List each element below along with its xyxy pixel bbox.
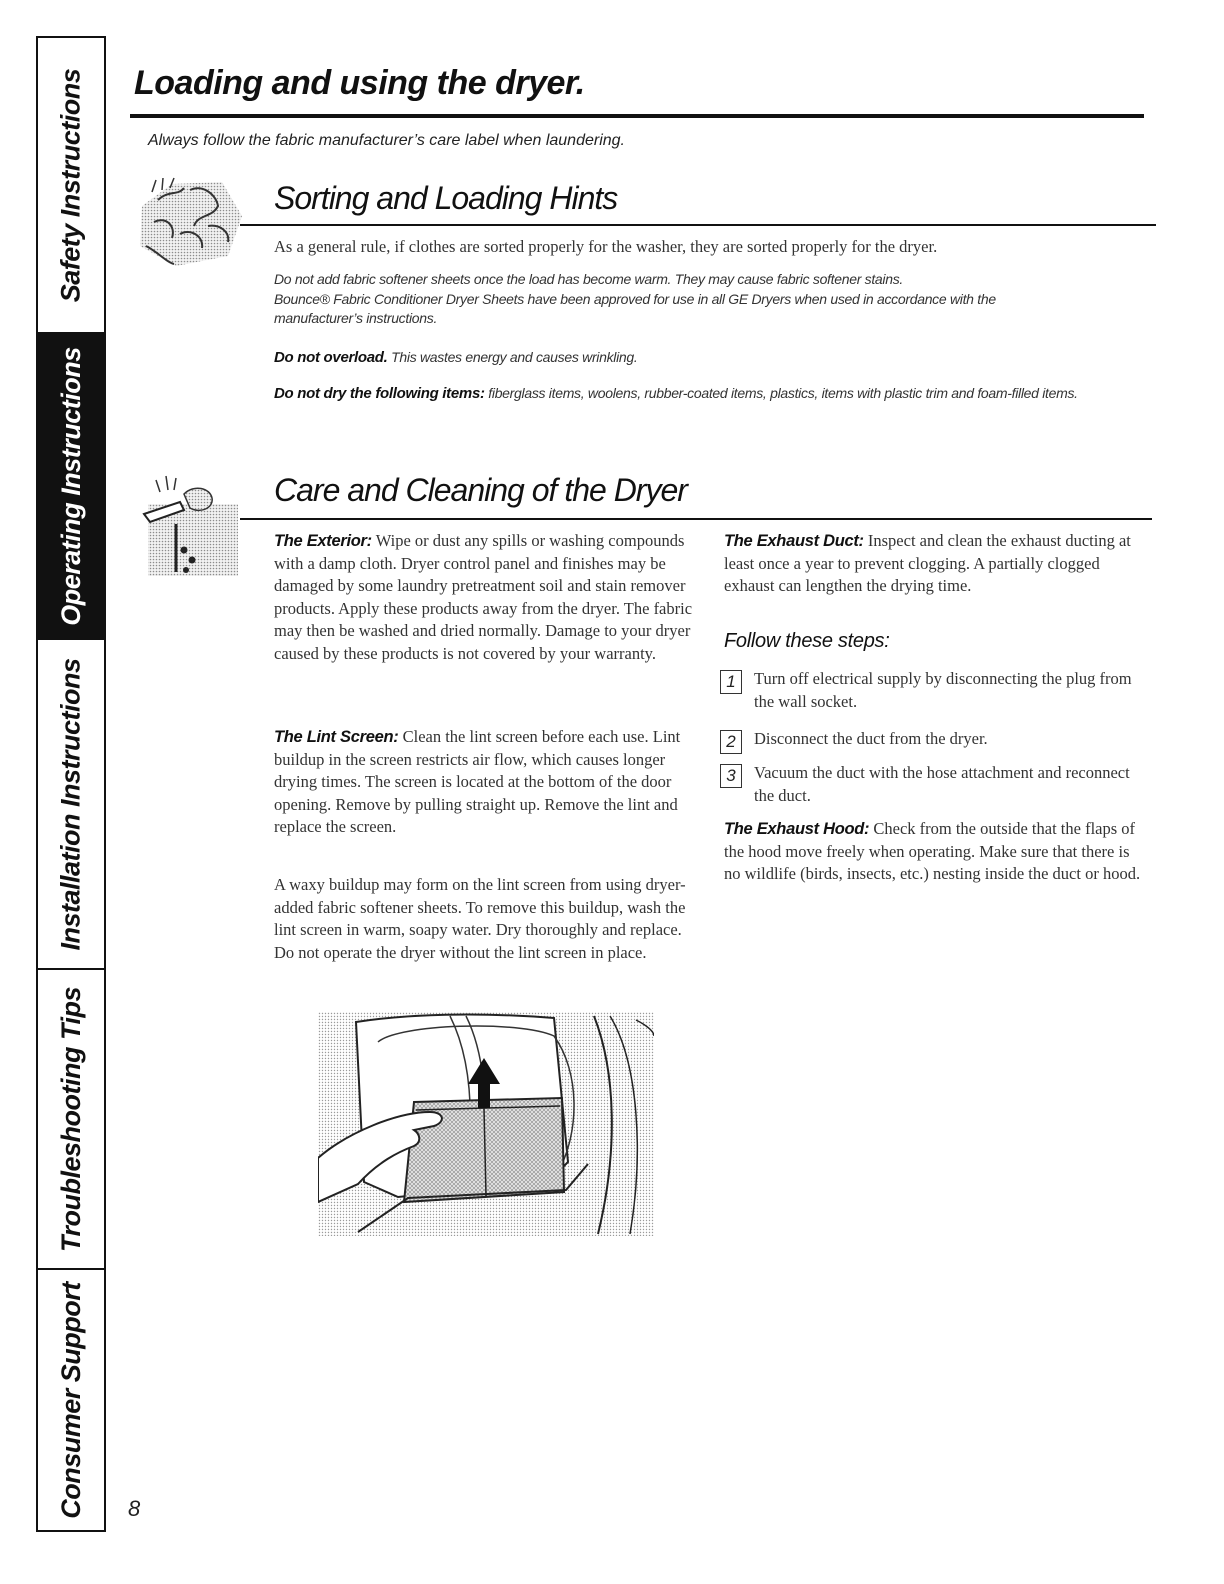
tab-label: Safety Instructions [55,68,86,302]
step-item [720,728,1144,754]
title-divider [130,114,1144,118]
spill-cleaning-icon [140,474,240,578]
sorting-divider [240,224,1156,226]
sorting-heading: Sorting and Loading Hints [274,180,618,216]
exterior-text: Wipe or dust any spills or washing compounds with a damp cloth. Dryer control panel and finishes may be damaged by some laundry pretreatment soil and stain remover products. Apply these products away from the dryer. The fabric may then be washed and dried normally. Damage to your dryer caused by these products is not covered by your warranty. [274,531,693,663]
tab-label: Installation Instructions [55,657,86,951]
tab-label: Operating Instructions [55,346,86,626]
section-tab-bar [36,36,106,1532]
bounce-note: Bounce® Fabric Conditioner Dryer Sheets have been approved for use in all GE Dryers when used in accordance with the manufacturer’s instructions. [274,291,996,326]
clothes-pile-icon [132,176,244,270]
steps-heading: Follow these steps: [724,630,890,652]
exhaust-duct-lead: The Exhaust Duct: [724,532,864,550]
overload-text: This wastes energy and causes wrinkling. [391,349,638,365]
lint-screen-text: Clean the lint screen before each use. Lint buildup in the screen restricts air flow, which causes longer drying times. The screen is located at the bottom of the door opening. Remove by pulling straight up. Remove the lint and replace the screen. [274,727,681,836]
step-text: Vacuum the duct with the hose attachment and reconnect the duct. [754,763,1130,805]
exhaust-hood-lead: The Exhaust Hood: [724,820,870,838]
page-subtitle: Always follow the fabric manufacturer’s care label when laundering. [148,132,625,149]
page-number: 8 [128,1496,141,1521]
tab-label: Troubleshooting Tips [55,986,86,1252]
lint-screen-lead: The Lint Screen: [274,728,399,746]
step-number: 2 [720,730,742,754]
excluded-items-lead: Do not dry the following items: [274,385,485,402]
exhaust-hood-paragraph [724,818,1144,886]
care-divider [240,518,1152,520]
excluded-items-text: fiberglass items, woolens, rubber-coated items, plastics, items with plastic trim and foam-filled items. [488,385,1078,401]
tab-safety-instructions[interactable] [38,38,104,334]
overload-lead: Do not overload. [274,349,388,366]
exhaust-duct-text: Inspect and clean the exhaust ducting at least once a year to prevent clogging. A partially clogged exhaust can lengthen the drying time. [724,531,1131,595]
exhaust-hood-text: Check from the outside that the flaps of the hood move freely when operating. Make sure that there is no wildlife (birds, insects, etc.) nesting inside the duct or hood. [724,819,1141,883]
step-item [720,668,1144,713]
step-text: Disconnect the duct from the dryer. [754,729,988,748]
lint-screen-removal-illustration [318,1012,654,1238]
tab-operating-instructions[interactable] [38,334,104,640]
overload-note [274,348,1134,367]
sorting-intro: As a general rule, if clothes are sorted properly for the washer, they are sorted properly for the dryer. [274,237,938,256]
care-heading: Care and Cleaning of the Dryer [274,472,687,508]
softener-note: Do not add fabric softener sheets once the load has become warm. They may cause fabric softener stains. [274,271,904,287]
waxy-buildup-paragraph: A waxy buildup may form on the lint screen from using dryer-added fabric softener sheets. To remove this buildup, wash the lint screen in warm, soapy water. Dry thoroughly and replace. Do not operate the dryer without the lint screen in place. [274,875,686,962]
tab-consumer-support[interactable] [38,1270,104,1530]
excluded-items-note [274,384,1094,403]
step-text: Turn off electrical supply by disconnecting the plug from the wall socket. [754,669,1132,711]
page-title: Loading and using the dryer. [134,64,585,102]
exhaust-duct-paragraph [724,530,1144,598]
tab-label: Consumer Support [55,1281,86,1519]
exterior-lead: The Exterior: [274,532,372,550]
exterior-paragraph [274,530,702,665]
step-item [720,762,1144,807]
tab-installation-instructions[interactable] [38,640,104,970]
lint-screen-paragraph [274,726,702,839]
step-number: 1 [720,670,742,694]
tab-troubleshooting-tips[interactable] [38,970,104,1270]
step-number: 3 [720,764,742,788]
